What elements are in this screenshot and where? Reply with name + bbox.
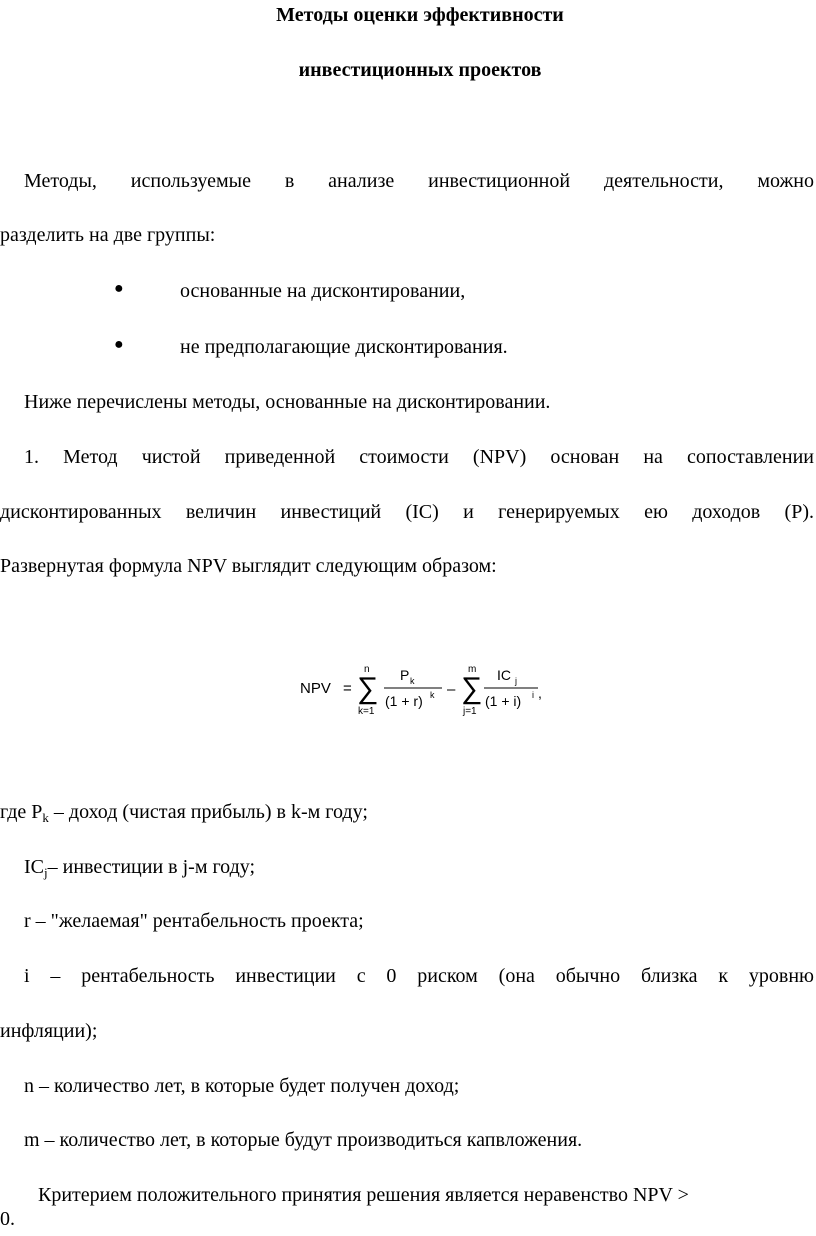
method1-line1: 1. Метод чистой приведенной стоимости (NPV) основан на сопоставлении — [24, 446, 814, 468]
sum2-upper-limit: m — [468, 664, 477, 675]
ic-text: – инвестиции в j-м году; — [47, 856, 256, 878]
criterion-line2: 0. — [0, 1208, 15, 1230]
pk-text: – доход (чистая прибыль) в k-м году; — [48, 801, 368, 823]
definition-n: n – количество лет, в которые будет получен доход; — [24, 1075, 460, 1097]
sum1-upper-limit: n — [364, 664, 370, 675]
frac2-denominator: (1 + i) — [485, 693, 522, 709]
definition-i-line2: инфляции); — [0, 1020, 98, 1042]
definition-m: m – количество лет, в которые будут производиться капвложения. — [24, 1129, 583, 1151]
bullet-item-1: основанные на дисконтировании, — [180, 280, 466, 302]
definition-r: r – "желаемая" рентабельность проекта; — [24, 910, 364, 932]
frac1-denominator-sup: k — [430, 690, 435, 700]
frac2-numerator: IC — [497, 667, 511, 683]
sum2-sigma-icon: ∑ — [461, 672, 483, 705]
formula-lhs: NPV — [300, 680, 331, 697]
criterion-line1: Критерием положительного принятия решения является неравенство NPV > — [38, 1184, 689, 1206]
definition-ic — [24, 856, 255, 881]
bullet-item-2: не предполагающие дисконтирования. — [180, 336, 508, 358]
pk-sub: k — [42, 810, 49, 825]
bullet-icon: ● — [114, 280, 124, 297]
formula-equals: = — [343, 680, 352, 697]
document-title-line2: инвестиционных проектов — [298, 59, 542, 81]
bullet-icon: ● — [114, 336, 124, 353]
frac1-denominator: (1 + r) — [385, 693, 423, 709]
ic-prefix: IC — [24, 856, 44, 878]
frac1-numerator-sub: k — [410, 676, 415, 686]
frac1-numerator: P — [400, 667, 410, 683]
formula-tail: , — [538, 685, 542, 701]
pk-prefix: где P — [0, 801, 43, 823]
ic-sub: j — [44, 865, 48, 880]
intro-line1: Методы, используемые в анализе инвестиционной деятельности, можно — [24, 170, 814, 192]
definition-i-line1: i – рентабельность инвестиции с 0 риском (она обычно близка к уровню — [24, 965, 814, 987]
sum1-sigma-icon: ∑ — [357, 672, 379, 705]
document-title-line1: Методы оценки эффективности — [276, 4, 564, 26]
definition-pk — [0, 801, 368, 826]
method1-line3: Развернутая формула NPV выглядит следующим образом: — [0, 555, 497, 577]
intro-line2: разделить на две группы: — [0, 224, 216, 246]
frac2-numerator-sub: j — [515, 676, 517, 686]
sum1-lower-limit: k=1 — [358, 706, 375, 717]
npv-formula — [296, 648, 556, 728]
paragraph-below-list: Ниже перечислены методы, основанные на дисконтировании. — [24, 391, 551, 413]
sum2-lower-limit: j=1 — [463, 706, 477, 717]
frac2-denominator-sup: i — [532, 690, 534, 700]
method1-line2: дисконтированных величин инвестиций (IC) и генерируемых ею доходов (P). — [0, 501, 814, 523]
formula-minus: – — [447, 681, 456, 698]
